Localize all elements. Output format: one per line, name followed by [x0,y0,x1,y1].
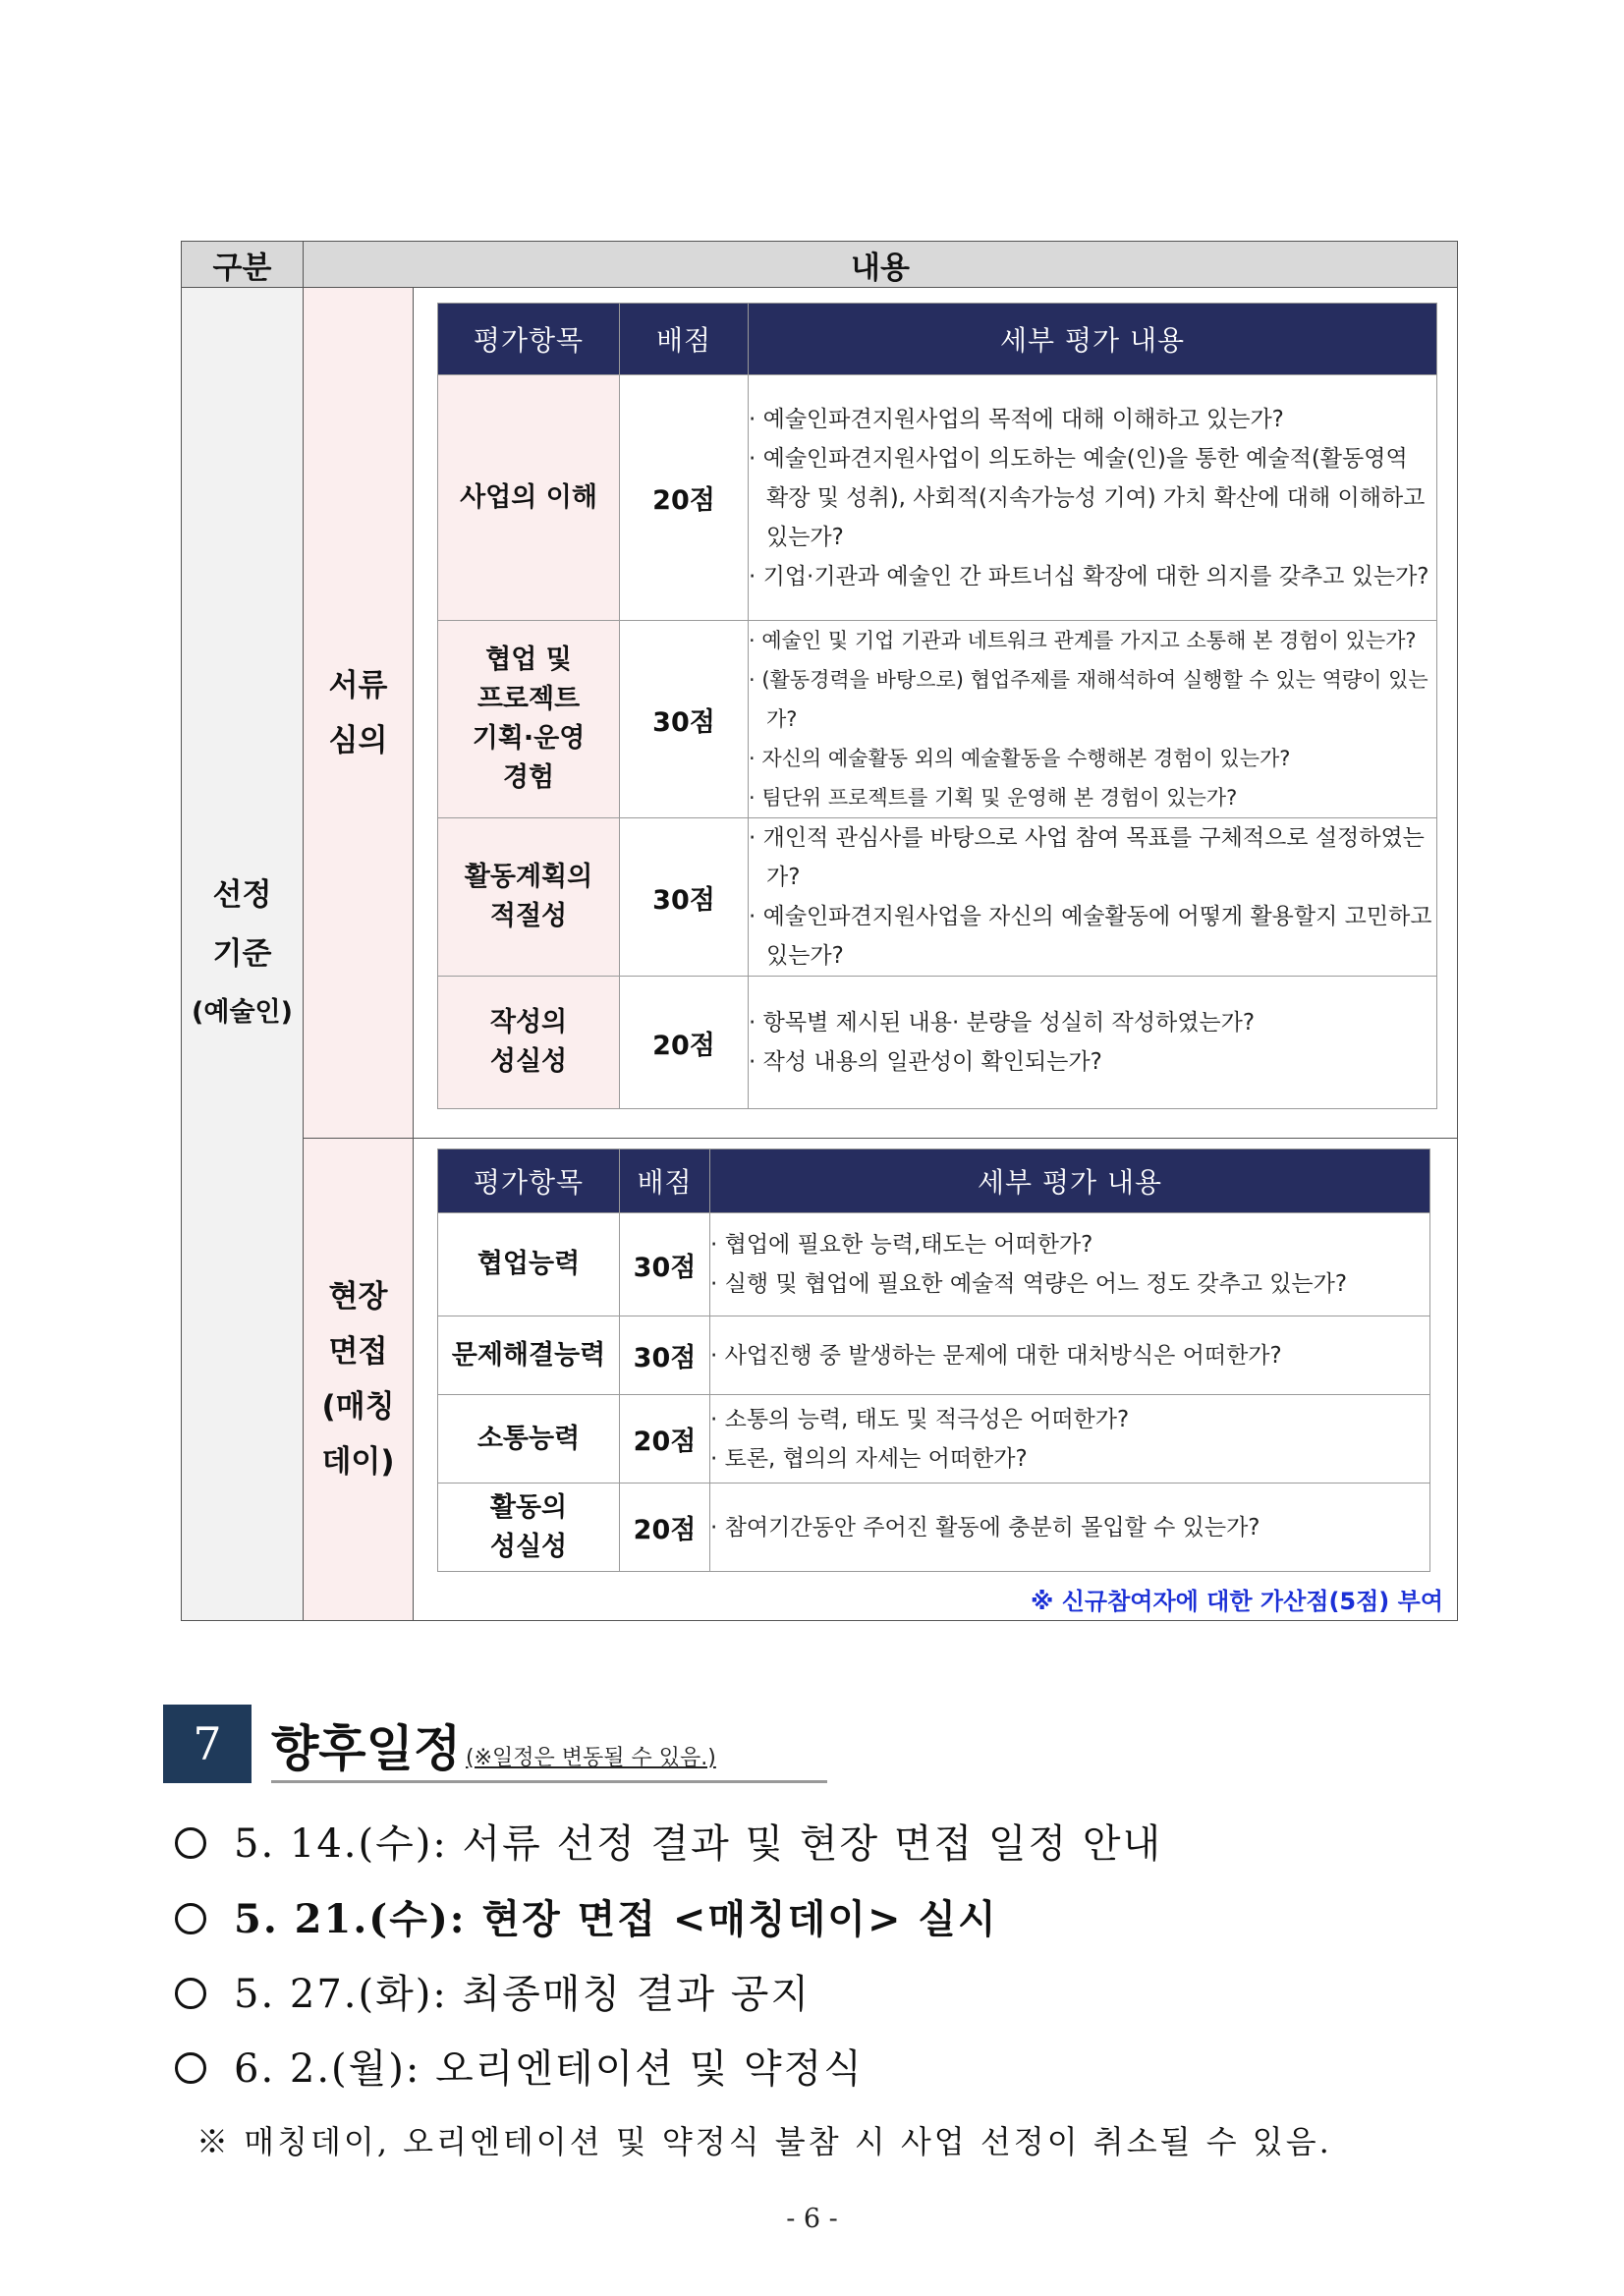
eval-detail [710,1395,1430,1484]
circle-bullet-icon [175,1978,206,2009]
detail-line: · 사업진행 중 발생하는 문제에 대한 대처방식은 어떠한가? [710,1342,1282,1369]
item-line: 활동계획의 [464,862,593,892]
doc-label-line: 서류 [328,667,388,703]
eval-item [438,818,620,977]
item-line: 협업 및 [485,644,572,675]
eval-detail [710,1316,1430,1395]
schedule-item [175,1888,998,1944]
table-row [438,977,1437,1109]
eval-item [438,1484,620,1572]
doc-label-line: 심의 [328,722,388,758]
schedule-text: 5. 27.(화): 최종매칭 결과 공지 [234,1972,812,2017]
eval-score: 20점 [620,1395,710,1484]
table-row [438,818,1437,977]
item-line: 활동의 [489,1491,568,1523]
detail-line: · 토론, 협의의 자세는 어떠한가? [710,1445,1028,1472]
eval-score: 30점 [620,818,749,977]
bonus-note: ※ 신규참여자에 대한 가산점(5점) 부여 [1031,1588,1443,1615]
col-header-item: 평가항목 [438,1149,620,1213]
col-header-detail: 세부 평가 내용 [749,304,1437,375]
item-line: 성실성 [489,1531,568,1562]
document-review-table [437,303,1437,1109]
eval-score: 30점 [620,1316,710,1395]
circle-bullet-icon [175,1903,206,1934]
detail-line: · 예술인파견지원사업의 목적에 대해 이해하고 있는가? [749,406,1284,432]
detail-line: · 항목별 제시된 내용· 분량을 성실히 작성하였는가? [749,1010,1256,1036]
interview-label-line: 면접 [328,1334,388,1370]
detail-line: · 작성 내용의 일관성이 확인되는가? [749,1049,1102,1075]
detail-line: · 예술인파견지원사업이 의도하는 예술(인)을 통한 예술적(활동영역 확장 및 성취), 사회적(지속가능성 기여) 가치 확산에 대해 이해하고 있는가? [749,445,1426,550]
section-underline [271,1780,827,1783]
detail-line: · 개인적 관심사를 바탕으로 사업 참여 목표를 구체적으로 설정하였는가? [749,825,1425,890]
interview-label-line: 현장 [328,1279,388,1315]
header-content: 내용 [304,242,1458,288]
eval-item [438,375,620,621]
interview-label-line: 데이) [321,1444,395,1480]
col-header-score: 배점 [620,1149,710,1213]
detail-line: · 팀단위 프로젝트를 기획 및 운영해 본 경험이 있는가? [749,786,1238,810]
circle-bullet-icon [175,2052,206,2084]
eval-detail [749,977,1437,1109]
document-review-label [304,288,414,1139]
eval-item [438,1213,620,1316]
schedule-item [175,1813,1162,1869]
item-line: 프로젝트 [476,684,581,714]
eval-score: 20점 [620,375,749,621]
section-number: 7 [163,1705,252,1783]
item-line: 문제해결능력 [451,1339,606,1371]
eval-score: 30점 [620,621,749,818]
schedule-text: 6. 2.(월): 오리엔테이션 및 약정식 [234,2046,864,2092]
schedule-text: 5. 14.(수): 서류 선정 결과 및 현장 면접 일정 안내 [234,1821,1163,1867]
detail-line: · 협업에 필요한 능력,태도는 어떠한가? [710,1232,1093,1258]
interview-label-line: (매칭 [321,1389,395,1425]
eval-detail [710,1484,1430,1572]
col-header-item: 평가항목 [438,304,620,375]
detail-line: · 소통의 능력, 태도 및 적극성은 어떠한가? [710,1406,1130,1432]
table-row [438,1213,1430,1316]
eval-score: 20점 [620,1484,710,1572]
schedule-item [175,2038,864,2094]
circle-bullet-icon [175,1827,206,1859]
eval-detail [749,621,1437,818]
section-note: (※일정은 변동될 수 있음.) [466,1746,716,1770]
detail-line: · 기업·기관과 예술인 간 파트너십 확장에 대한 의지를 갖추고 있는가? [749,563,1429,589]
col-header-score: 배점 [620,304,749,375]
schedule-text: 5. 21.(수): 현장 면접 <매칭데이> 실시 [234,1896,998,1942]
interview-content [414,1139,1458,1621]
table-row [438,1316,1430,1395]
eval-item [438,621,620,818]
table-row [438,1395,1430,1484]
item-line: 기획·운영 [472,723,586,754]
detail-line: · 자신의 예술활동 외의 예술활동을 수행해본 경험이 있는가? [749,747,1291,770]
detail-line: · (활동경력을 바탕으로) 협업주제를 재해석하여 실행할 수 있는 역량이 있는가? [749,668,1428,731]
eval-item [438,1316,620,1395]
detail-line: · 실행 및 협업에 필요한 예술적 역량은 어느 정도 갖추고 있는가? [710,1271,1348,1297]
detail-line: · 예술인파견지원사업을 자신의 예술활동에 어떻게 활용할지 고민하고 있는가? [749,904,1432,969]
detail-line: · 예술인 및 기업 기관과 네트워크 관계를 가지고 소통해 본 경험이 있는가? [749,629,1417,652]
page-number: - 6 - [786,2204,838,2234]
schedule-item [175,1963,811,2019]
header-category: 구분 [182,242,304,288]
section-title: 향후일정 [271,1720,462,1777]
item-line: 작성의 [489,1007,568,1037]
selection-criteria-label [182,288,304,1621]
col-header-detail: 세부 평가 내용 [710,1149,1430,1213]
selection-label-line: 기준 [212,936,272,972]
detail-line: · 참여기간동안 주어진 활동에 충분히 몰입할 수 있는가? [710,1514,1260,1540]
eval-detail [710,1213,1430,1316]
item-line: 경험 [502,762,555,793]
item-line: 사업의 이해 [460,481,597,513]
eval-score: 30점 [620,1213,710,1316]
selection-label-line: 선정 [212,877,272,913]
selection-label-line: (예술인) [192,997,293,1028]
document-review-content [414,288,1458,1139]
eval-detail [749,818,1437,977]
table-row [438,375,1437,621]
eval-detail [749,375,1437,621]
selection-criteria-table [181,241,1458,1621]
item-line: 적절성 [489,901,568,931]
interview-label [304,1139,414,1621]
item-line: 성실성 [489,1046,568,1077]
interview-table [437,1148,1430,1572]
eval-score: 20점 [620,977,749,1109]
item-line: 협업능력 [476,1249,581,1279]
schedule-warning: ※ 매칭데이, 오리엔테이션 및 약정식 불참 시 사업 선정이 취소될 수 있음. [196,2123,1332,2160]
table-row [438,621,1437,818]
item-line: 소통능력 [476,1423,581,1454]
eval-item [438,977,620,1109]
table-row [438,1484,1430,1572]
eval-item [438,1395,620,1484]
